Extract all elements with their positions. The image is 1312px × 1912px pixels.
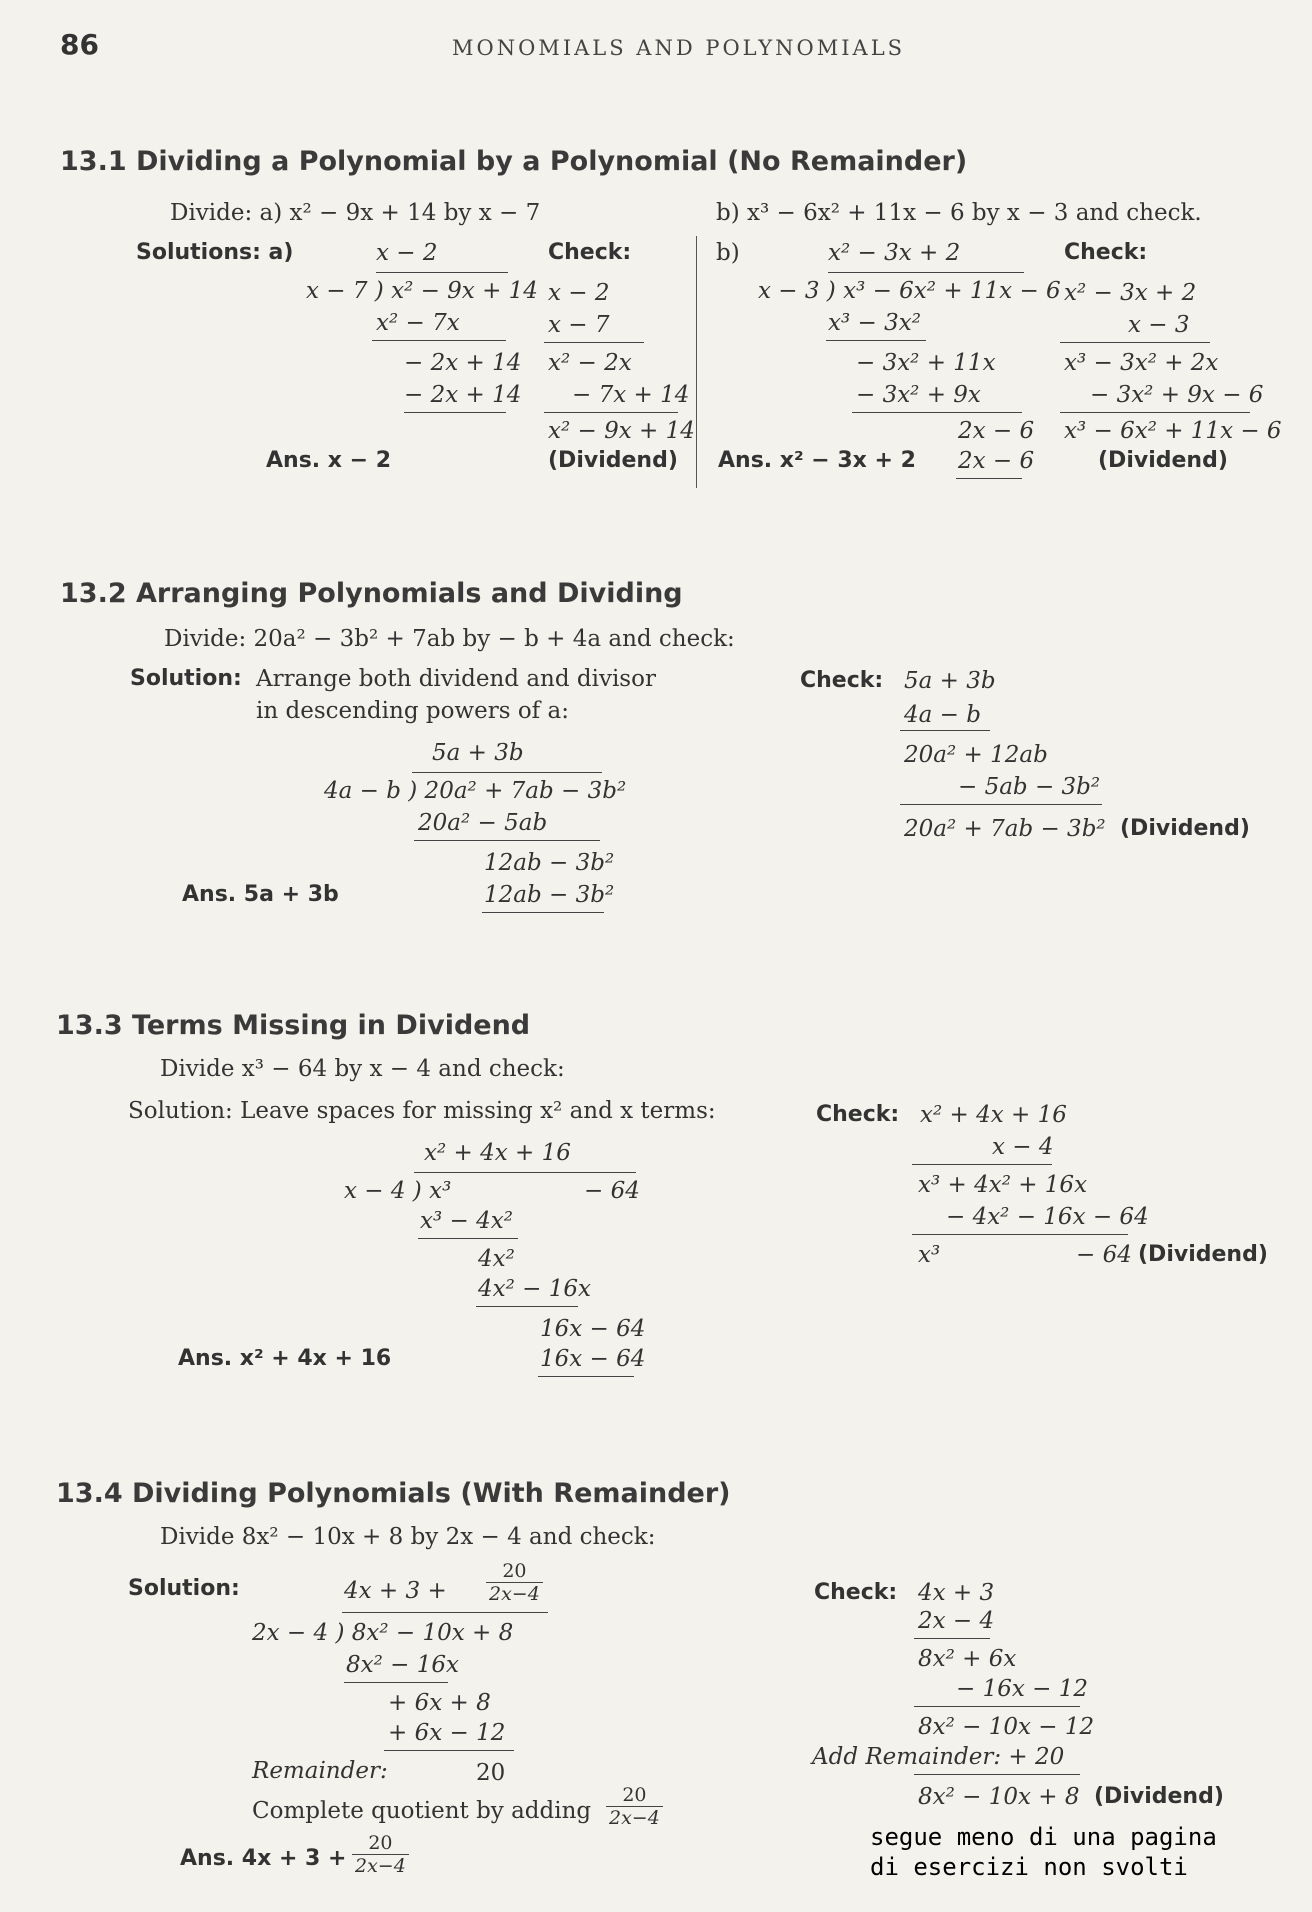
s1a-division: x − 7 ) x² − 9x + 14 xyxy=(306,278,538,304)
s1a-check-4: − 7x + 14 xyxy=(572,382,690,408)
s4-check-2: 2x − 4 xyxy=(918,1608,995,1634)
s4-ans-frac-num: 20 xyxy=(352,1832,409,1855)
s3-dividend-label: (Dividend) xyxy=(1138,1242,1268,1267)
s3-division-left: x − 4 ) x³ xyxy=(344,1178,452,1204)
s2-solution-line1: Arrange both dividend and divisor xyxy=(256,666,656,692)
s1a-answer: Ans. x − 2 xyxy=(266,448,392,473)
s3-prompt: Divide x³ − 64 by x − 4 and check: xyxy=(160,1056,565,1082)
s4-answer: Ans. 4x + 3 + xyxy=(180,1846,347,1871)
footer-note-line1: segue meno di una pagina xyxy=(870,1823,1217,1851)
s4-step1: 8x² − 16x xyxy=(346,1652,459,1678)
s1a-check-2: x − 7 xyxy=(548,312,610,338)
s1a-dividend-label: (Dividend) xyxy=(548,448,678,473)
s1b-step5: 2x − 6 xyxy=(958,448,1035,474)
s1-prompt-a: Divide: a) x² − 9x + 14 by x − 7 xyxy=(170,200,541,226)
s1b-step1: x³ − 3x² xyxy=(828,310,921,336)
s4-complete-text: Complete quotient by adding xyxy=(252,1798,592,1824)
s1b-check-label: Check: xyxy=(1064,240,1148,265)
s2-check-label: Check: xyxy=(800,668,884,693)
s3-solution: Solution: Leave spaces for missing x² and x terms: xyxy=(128,1098,716,1124)
s4-ans-frac-den: 2x−4 xyxy=(355,1855,406,1877)
s2-quotient: 5a + 3b xyxy=(432,740,524,766)
s4-add-remainder: Add Remainder: + 20 xyxy=(812,1744,1065,1770)
s1a-check-5: x² − 9x + 14 xyxy=(548,418,695,444)
s1b-step3: − 3x² + 9x xyxy=(856,382,981,408)
s3-quotient: x² + 4x + 16 xyxy=(424,1140,571,1166)
s4-solution-label: Solution: xyxy=(128,1576,240,1601)
s2-check-2: 4a − b xyxy=(904,702,981,728)
section-13-3-title: 13.3 Terms Missing in Dividend xyxy=(56,1010,531,1041)
s1b-check-1: x² − 3x + 2 xyxy=(1064,280,1197,306)
footer-note-line2: di esercizi non svolti xyxy=(870,1853,1188,1881)
s2-check-4: − 5ab − 3b² xyxy=(958,774,1101,800)
s4-complete-fraction xyxy=(606,1784,663,1829)
s2-check-1: 5a + 3b xyxy=(904,668,996,694)
s3-check-2: x − 4 xyxy=(992,1134,1054,1160)
s4-prompt: Divide 8x² − 10x + 8 by 2x − 4 and check: xyxy=(160,1524,656,1550)
s1b-check-4: − 3x² + 9x − 6 xyxy=(1090,382,1264,408)
s3-check-5b: − 64 xyxy=(1076,1242,1132,1268)
s4-division: 2x − 4 ) 8x² − 10x + 8 xyxy=(252,1620,514,1646)
s3-check-4: − 4x² − 16x − 64 xyxy=(946,1204,1149,1230)
s3-step5: 16x − 64 xyxy=(540,1346,646,1372)
s2-solution-label: Solution: xyxy=(130,666,242,691)
s4-check-3: 8x² + 6x xyxy=(918,1646,1017,1672)
s4-check-6: 8x² − 10x + 8 xyxy=(918,1784,1080,1810)
s2-solution-line2: in descending powers of a: xyxy=(256,698,569,724)
s2-answer: Ans. 5a + 3b xyxy=(182,882,339,907)
s4-step3: + 6x − 12 xyxy=(388,1720,506,1746)
s4-check-4: − 16x − 12 xyxy=(956,1676,1088,1702)
s3-step4: 16x − 64 xyxy=(540,1316,646,1342)
s4-answer-fraction xyxy=(352,1832,409,1877)
running-title: MONOMIALS AND POLYNOMIALS xyxy=(452,36,906,60)
s3-step2: 4x² xyxy=(478,1246,515,1272)
s2-check-5: 20a² + 7ab − 3b² xyxy=(904,816,1106,842)
s2-check-3: 20a² + 12ab xyxy=(904,742,1048,768)
s1b-label: b) xyxy=(716,240,740,266)
s1a-quotient: x − 2 xyxy=(376,240,438,266)
page-number: 86 xyxy=(60,28,99,61)
s4-check-1: 4x + 3 xyxy=(918,1580,995,1606)
s1-solutions-label: Solutions: a) xyxy=(136,240,294,265)
s1b-step2: − 3x² + 11x xyxy=(856,350,996,376)
s3-answer: Ans. x² + 4x + 16 xyxy=(178,1346,392,1371)
s1-divider xyxy=(696,236,697,488)
s1b-check-3: x³ − 3x² + 2x xyxy=(1064,350,1219,376)
s3-check-3: x³ + 4x² + 16x xyxy=(918,1172,1088,1198)
s1b-check-2: x − 3 xyxy=(1128,312,1190,338)
s2-prompt: Divide: 20a² − 3b² + 7ab by − b + 4a and check: xyxy=(164,626,735,652)
s1b-dividend-label: (Dividend) xyxy=(1098,448,1228,473)
s2-step3: 12ab − 3b² xyxy=(484,882,615,908)
footer-note xyxy=(870,1822,1217,1882)
s3-check-5a: x³ xyxy=(918,1242,941,1268)
s1b-division: x − 3 ) x³ − 6x² + 11x − 6 xyxy=(758,278,1061,304)
s1b-check-5: x³ − 6x² + 11x − 6 xyxy=(1064,418,1282,444)
s1-prompt-b: b) x³ − 6x² + 11x − 6 by x − 3 and check. xyxy=(716,200,1202,226)
s4-remainder-value: 20 xyxy=(476,1760,506,1786)
s2-step1: 20a² − 5ab xyxy=(418,810,548,836)
s1a-check-label: Check: xyxy=(548,240,632,265)
s1b-answer: Ans. x² − 3x + 2 xyxy=(718,448,916,473)
s4-check-5: 8x² − 10x − 12 xyxy=(918,1714,1095,1740)
s3-division-right: − 64 xyxy=(584,1178,640,1204)
s4-dividend-label: (Dividend) xyxy=(1094,1784,1224,1809)
s1a-step1: x² − 7x xyxy=(376,310,460,336)
s4-remainder-label: Remainder: xyxy=(252,1758,388,1784)
s4-quot-frac-num: 20 xyxy=(486,1560,543,1583)
s4-check-label: Check: xyxy=(814,1580,898,1605)
s1b-step4: 2x − 6 xyxy=(958,418,1035,444)
s1a-step3: − 2x + 14 xyxy=(404,382,522,408)
s4-complete-frac-num: 20 xyxy=(606,1784,663,1807)
s4-quot-frac-den: 2x−4 xyxy=(489,1583,540,1605)
s1a-check-3: x² − 2x xyxy=(548,350,632,376)
s3-check-1: x² + 4x + 16 xyxy=(920,1102,1067,1128)
s2-division: 4a − b ) 20a² + 7ab − 3b² xyxy=(324,778,627,804)
s4-quotient: 4x + 3 + xyxy=(344,1578,447,1604)
s2-step2: 12ab − 3b² xyxy=(484,850,615,876)
s2-dividend-label: (Dividend) xyxy=(1120,816,1250,841)
s4-quotient-fraction xyxy=(486,1560,543,1605)
s3-check-label: Check: xyxy=(816,1102,900,1127)
s1b-quotient: x² − 3x + 2 xyxy=(828,240,961,266)
s3-step1: x³ − 4x² xyxy=(420,1208,513,1234)
s4-complete-frac-den: 2x−4 xyxy=(609,1807,660,1829)
s4-step2: + 6x + 8 xyxy=(388,1690,491,1716)
s1a-step2: − 2x + 14 xyxy=(404,350,522,376)
section-13-2-title: 13.2 Arranging Polynomials and Dividing xyxy=(60,578,683,609)
s1a-check-1: x − 2 xyxy=(548,280,610,306)
s3-step3: 4x² − 16x xyxy=(478,1276,591,1302)
section-13-4-title: 13.4 Dividing Polynomials (With Remainder) xyxy=(56,1478,731,1509)
section-13-1-title: 13.1 Dividing a Polynomial by a Polynomial (No Remainder) xyxy=(60,146,968,177)
